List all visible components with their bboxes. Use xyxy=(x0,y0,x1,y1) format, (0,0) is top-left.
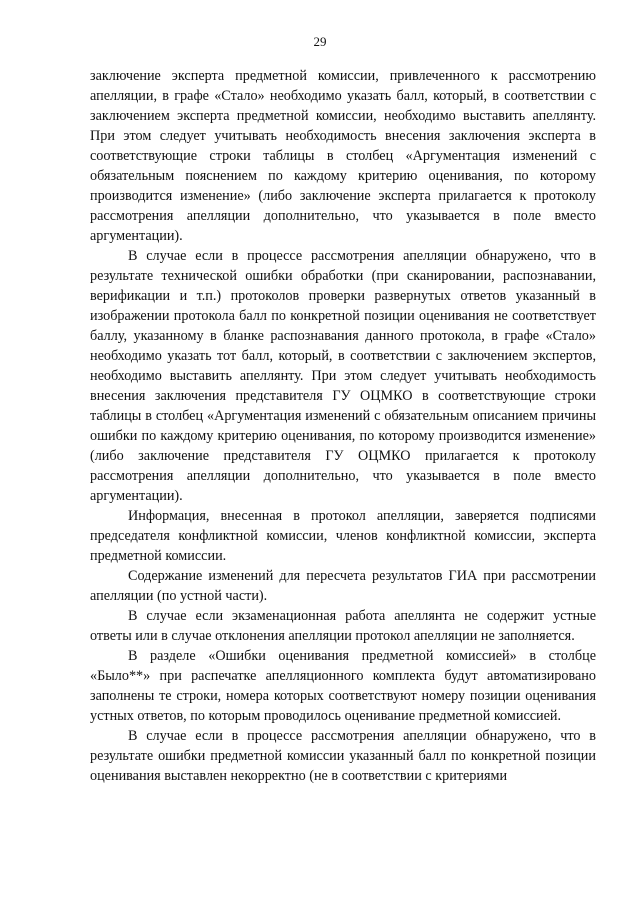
paragraph-continued: заключение эксперта предметной комиссии, привлеченного к рассмотрению апелляции, в графе «Стало» необходимо указать балл, который, в соответствии с заключением эксперта предметной комиссии, необходимо выставить апеллянту. При этом следует учитывать необходимость внесения заключения эксперта в соответствующие строки таблицы в столбец «Аргументация изменений с обязательным пояснением по каждому критерию оценивания, по которому производится изменение» (либо заключение эксперта прилагается к протоколу рассмотрения апелляции дополнительно, что указывается в поле вместо аргументации). xyxy=(90,68,596,244)
paragraph-technical-error: В случае если в процессе рассмотрения апелляции обнаружено, что в результате технической ошибки обработки (при сканировании, распознавании, верификации и т.п.) протоколов проверки развернутых ответов указанный в изображении протокола балл по конкретной позиции оценивания не соответствует баллу, указанному в бланке распознавания данного протокола, в графе «Стало» необходимо указать тот балл, который, в соответствии с заключением экспертов, необходимо выставить апеллянту. При этом следует учитывать необходимость внесения заключения представителя ГУ ОЦМКО в соответствующие строки таблицы в столбец «Аргументация изменений с обязательным описанием причины ошибки по каждому критерию оценивания, по которому производится изменение» (либо заключение представителя ГУ ОЦМКО прилагается к протоколу рассмотрения апелляции дополнительно, что указывается в поле вместо аргументации). xyxy=(90,248,596,504)
paragraph-errors-section: В разделе «Ошибки оценивания предметной комиссией» в столбце «Было**» при распечатке апелляционного комплекта будут автоматизировано заполнены те строки, номера которых соответствуют номеру позиции оценивания устных ответов, по которым проводилось оценивание предметной комиссией. xyxy=(90,648,596,724)
page-number: 29 xyxy=(313,34,327,49)
paragraph-no-oral-answers: В случае если экзаменационная работа апеллянта не содержит устные ответы или в случае отклонения апелляции протокол апелляции не заполняется. xyxy=(90,608,596,644)
paragraph-commission-error: В случае если в процессе рассмотрения апелляции обнаружено, что в результате ошибки предметной комиссии указанный балл по конкретной позиции оценивания выставлен некорректно (не в соответствии с критериями xyxy=(90,728,596,784)
paragraph-oral-part-heading: Содержание изменений для пересчета результатов ГИА при рассмотрении апелляции (по устной части). xyxy=(90,568,596,604)
document-body xyxy=(90,66,596,786)
paragraph-signatures: Информация, внесенная в протокол апелляции, заверяется подписями председателя конфликтной комиссии, членов конфликтной комиссии, эксперта предметной комиссии. xyxy=(90,508,596,564)
